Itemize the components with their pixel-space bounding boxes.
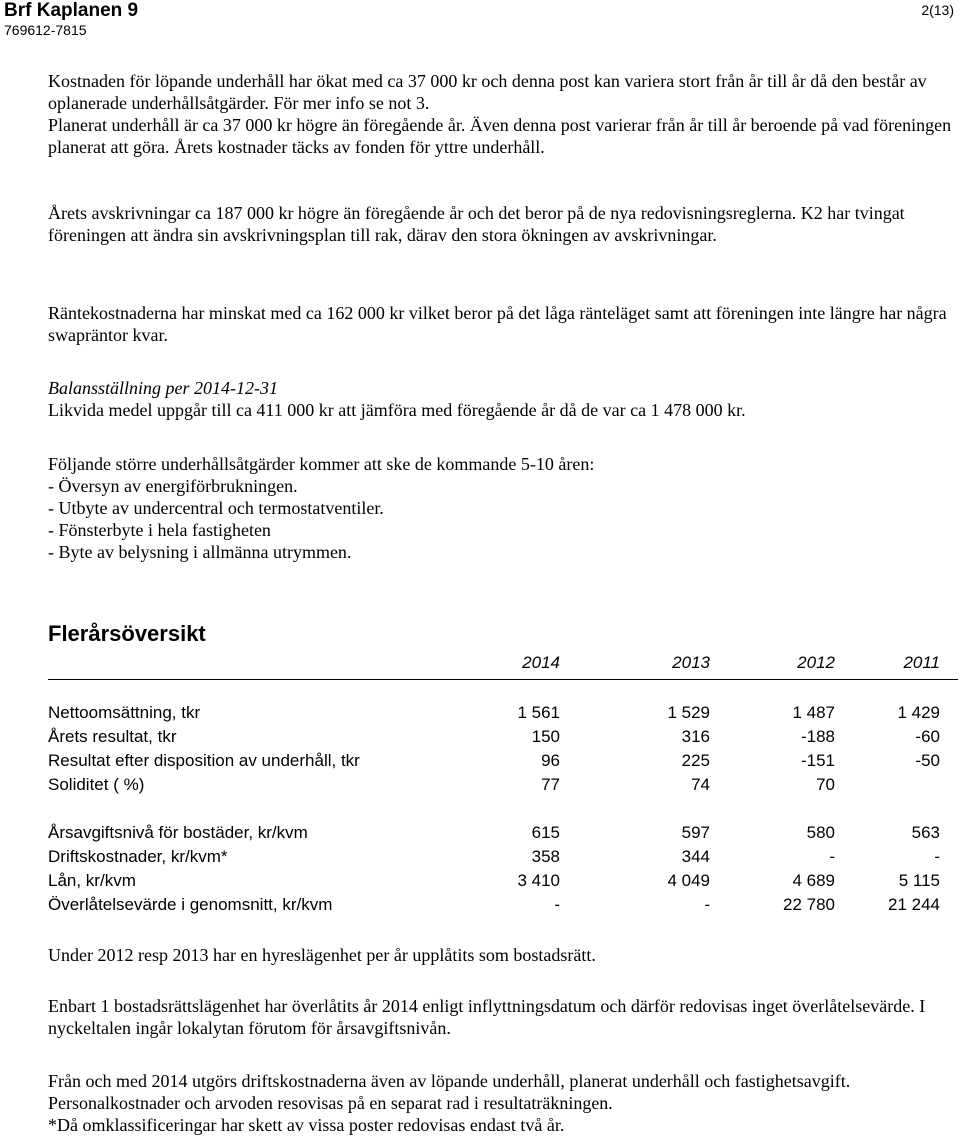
row-label: Årsavgiftsnivå för bostäder, kr/kvm [48, 823, 308, 842]
cell: 74 [691, 775, 710, 794]
list-intro: Följande större underhållsåtgärder kommer att ske de kommande 5-10 åren: [48, 454, 595, 474]
cell: 4 689 [792, 871, 835, 890]
cell: 316 [681, 727, 710, 746]
balance-heading: Balansställning per 2014-12-31 [48, 378, 278, 398]
document-title: Brf Kaplanen 9 [4, 0, 139, 21]
cell: 4 049 [667, 871, 710, 890]
cell: 615 [531, 823, 560, 842]
cell: 21 244 [888, 895, 940, 914]
paragraph-text: Räntekostnaderna har minskat med ca 162 000 kr vilket beror på det låga ränteläget samt att föreningen inte längre har några swapräntor kvar. [48, 303, 947, 345]
cell: - [704, 895, 710, 914]
cell: 580 [806, 823, 835, 842]
row-label: Årets resultat, tkr [48, 727, 177, 746]
cell: 597 [681, 823, 710, 842]
cell: 5 115 [898, 871, 940, 890]
row-label: Nettoomsättning, tkr [48, 703, 201, 722]
cell: 150 [531, 727, 560, 746]
cell: 1 429 [897, 703, 940, 722]
maintenance-list [48, 453, 953, 563]
note-text: Från och med 2014 utgörs driftskostnaderna även av löpande underhåll, planerat underhåll och fastighetsavgift. Personalkostnader och arvoden resovisas på en separat rad i resultaträkningen. [48, 1071, 851, 1113]
section-title: Flerårsöversikt [48, 621, 206, 646]
paragraph-interest [48, 302, 953, 346]
row-label: Soliditet ( %) [48, 775, 145, 794]
cell: 563 [911, 823, 940, 842]
cell: 96 [541, 751, 560, 770]
cell: - [829, 847, 835, 866]
paragraph-text: Planerat underhåll är ca 37 000 kr högre än föregående år. Även denna post varierar från år till år beroende på vad föreningen planerat att göra. Årets kostnader täcks av fonden för yttre underhåll. [48, 115, 952, 157]
note-text: Enbart 1 bostadsrättslägenhet har överlåtits år 2014 enligt inflyttningsdatum och därför redovisas inget överlåtelsevärde. I nyckeltalen ingår lokalytan förutom för årsavgiftsnivån. [48, 996, 926, 1038]
table-row [48, 847, 958, 871]
paragraph-text: Likvida medel uppgår till ca 411 000 kr att jämföra med föregående år då de var ca 1 478 000 kr. [48, 400, 746, 420]
table-row [48, 727, 958, 751]
year-header: 2011 [903, 653, 940, 672]
list-item: - Översyn av energiförbrukningen. [48, 476, 298, 496]
table-row [48, 895, 958, 919]
list-item: - Byte av belysning i allmänna utrymmen. [48, 542, 352, 562]
cell: 1 529 [667, 703, 710, 722]
table-row [48, 751, 958, 775]
paragraph-depreciation [48, 202, 953, 246]
cell: 344 [681, 847, 710, 866]
year-header: 2014 [522, 653, 560, 672]
cell: 3 410 [517, 871, 560, 890]
note-text: Under 2012 resp 2013 har en hyreslägenhet per år upplåtits som bostadsrätt. [48, 945, 596, 965]
row-label: Överlåtelsevärde i genomsnitt, kr/kvm [48, 895, 333, 914]
overview-table [48, 653, 958, 680]
note-transfer [48, 995, 953, 1039]
overview-rows-b [48, 823, 958, 919]
cell: - [554, 895, 560, 914]
cell: - [934, 847, 940, 866]
cell: 70 [816, 775, 835, 794]
org-number: 769612-7815 [4, 22, 87, 38]
year-header: 2013 [672, 653, 710, 672]
page-number: 2(13) [921, 2, 954, 18]
table-row [48, 775, 958, 799]
cell: 77 [541, 775, 560, 794]
paragraph-text: Årets avskrivningar ca 187 000 kr högre än föregående år och det beror på de nya redovisningsreglerna. K2 har tvingat föreningen att ändra sin avskrivningsplan till rak, därav den stora ökningen av avskrivningar. [48, 203, 905, 245]
cell: -50 [915, 751, 940, 770]
paragraph-balance [48, 377, 953, 421]
paragraph-text: Kostnaden för löpande underhåll har ökat med ca 37 000 kr och denna post kan variera stort från år till år då den består av oplanerade underhållsåtgärder. För mer info se not 3. [48, 71, 927, 113]
table-row [48, 823, 958, 847]
cell: 358 [531, 847, 560, 866]
list-item: - Fönsterbyte i hela fastigheten [48, 520, 271, 540]
note-operating-costs [48, 1070, 953, 1136]
cell: 1 487 [792, 703, 835, 722]
table-header-row [48, 653, 958, 680]
paragraph-maintenance [48, 70, 953, 158]
row-label: Lån, kr/kvm [48, 871, 136, 890]
table-row [48, 703, 958, 727]
cell: 225 [681, 751, 710, 770]
row-label: Resultat efter disposition av underhåll, tkr [48, 751, 360, 770]
overview-rows-a [48, 703, 958, 799]
cell: 22 780 [783, 895, 835, 914]
cell: -60 [915, 727, 940, 746]
year-header: 2012 [797, 653, 835, 672]
row-label: Driftskostnader, kr/kvm* [48, 847, 228, 866]
cell: -151 [800, 751, 835, 770]
note-text: *Då omklassificeringar har skett av vissa poster redovisas endast två år. [48, 1115, 565, 1135]
table-row [48, 871, 958, 895]
list-item: - Utbyte av undercentral och termostatventiler. [48, 498, 384, 518]
cell: -188 [800, 727, 835, 746]
note-conversion [48, 944, 953, 966]
cell: 1 561 [517, 703, 560, 722]
